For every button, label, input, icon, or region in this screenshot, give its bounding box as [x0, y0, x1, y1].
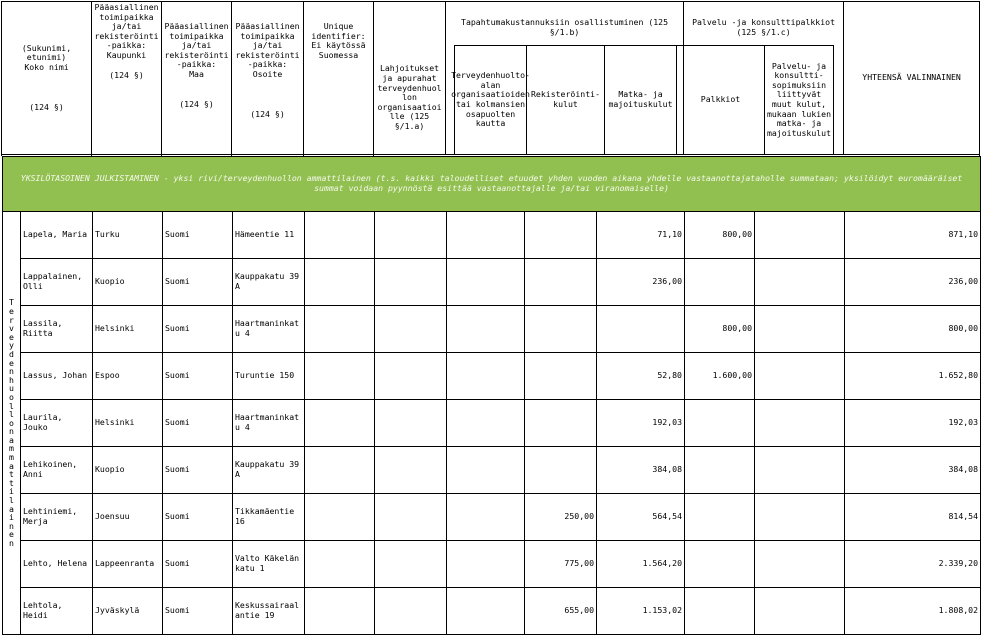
cell-unique-identifier: [305, 400, 375, 447]
cell-city: Kuopio: [93, 447, 163, 494]
table-row: [3, 588, 981, 635]
cell-other-costs: [755, 588, 845, 635]
cell-country: Suomi: [163, 259, 233, 306]
cell-fees: [685, 588, 755, 635]
cell-grants: [375, 306, 447, 353]
cell-city: Helsinki: [93, 400, 163, 447]
header-address: Pääasiallinen toimipaikka ja/tai rekisteröinti-paikka: Osoite (124 §): [232, 2, 304, 155]
cell-total: 192,03: [845, 400, 981, 447]
cell-total: 1.808,02: [845, 588, 981, 635]
cell-unique-identifier: [305, 306, 375, 353]
cell-name: Lehto, Helena: [21, 541, 93, 588]
cell-name: Lehtola, Heidi: [21, 588, 93, 635]
cell-name: Lehtiniemi, Merja: [21, 494, 93, 541]
cell-grants: [375, 212, 447, 259]
cell-name: Lassila, Riitta: [21, 306, 93, 353]
header-fees-other: Palvelu- ja konsultti-sopimuksiin liittyvät muut kulut, mukaan lukien matka- ja majoituskulut: [764, 45, 834, 154]
section-label: Terveydenhuollon ammattilainen: [3, 212, 21, 635]
cell-travel-costs: 71,10: [597, 212, 685, 259]
cell-country: Suomi: [163, 447, 233, 494]
cell-name: Lehikoinen, Anni: [21, 447, 93, 494]
cell-registration-fees: [525, 212, 597, 259]
header-total: YHTEENSÄ VALINNAINEN: [844, 2, 980, 155]
cell-registration-fees: [525, 353, 597, 400]
cell-other-costs: [755, 494, 845, 541]
cell-name: Lassus, Johan: [21, 353, 93, 400]
cell-total: 800,00: [845, 306, 981, 353]
cell-event-via-organisations: [447, 353, 525, 400]
header-name: (Sukunimi, etunimi) Koko nimi (124 §): [2, 2, 92, 155]
cell-registration-fees: 775,00: [525, 541, 597, 588]
cell-total: 1.652,80: [845, 353, 981, 400]
header-event-costs: Tapahtumakustannuksiin osallistuminen (125 §/1.b): [446, 2, 684, 155]
cell-travel-costs: 564,54: [597, 494, 685, 541]
cell-country: Suomi: [163, 588, 233, 635]
cell-other-costs: [755, 447, 845, 494]
cell-address: Haartmaninkatu 4: [233, 400, 305, 447]
cell-country: Suomi: [163, 306, 233, 353]
cell-registration-fees: [525, 306, 597, 353]
cell-grants: [375, 259, 447, 306]
header-travel-costs: Matka- ja majoituskulut: [604, 45, 676, 154]
cell-unique-identifier: [305, 494, 375, 541]
table-row: [3, 212, 981, 259]
cell-city: Turku: [93, 212, 163, 259]
cell-total: 384,08: [845, 447, 981, 494]
cell-name: Lappalainen, Olli: [21, 259, 93, 306]
disclosure-table: [1, 1, 980, 155]
table-row: [3, 541, 981, 588]
cell-grants: [375, 541, 447, 588]
green-banner: YKSILÖTASOINEN JULKISTAMINEN - yksi rivi/terveydenhuollon ammattilainen (t.s. kaikki taloudelliset etuudet yhden vuoden aikana yhdelle vastaanottajataholle summataan; yksilöidyt euromääräiset summat voidaan pyynnöstä esittää vastaanottajalle ja/tai viranomaiselle): [3, 157, 981, 212]
cell-event-via-organisations: [447, 259, 525, 306]
cell-fees: 800,00: [685, 212, 755, 259]
cell-address: Kauppakatu 39 A: [233, 259, 305, 306]
cell-travel-costs: 384,08: [597, 447, 685, 494]
cell-total: 814,54: [845, 494, 981, 541]
cell-travel-costs: 236,00: [597, 259, 685, 306]
cell-grants: [375, 400, 447, 447]
cell-other-costs: [755, 400, 845, 447]
cell-registration-fees: [525, 447, 597, 494]
cell-event-via-organisations: [447, 306, 525, 353]
cell-unique-identifier: [305, 447, 375, 494]
cell-address: Valto Käkelän katu 1: [233, 541, 305, 588]
header-fees: Palvelu -ja konsulttipalkkiot (125 §/1.c): [684, 2, 844, 155]
cell-city: Helsinki: [93, 306, 163, 353]
header-registration-fees: Rekisteröinti-kulut: [526, 45, 604, 154]
cell-city: Kuopio: [93, 259, 163, 306]
cell-country: Suomi: [163, 400, 233, 447]
cell-travel-costs: 192,03: [597, 400, 685, 447]
cell-travel-costs: [597, 306, 685, 353]
cell-fees: 800,00: [685, 306, 755, 353]
cell-unique-identifier: [305, 541, 375, 588]
cell-unique-identifier: [305, 259, 375, 306]
table-row: [3, 494, 981, 541]
cell-country: Suomi: [163, 353, 233, 400]
table-row: [3, 447, 981, 494]
cell-other-costs: [755, 259, 845, 306]
green-banner-row: [3, 157, 981, 212]
cell-event-via-organisations: [447, 588, 525, 635]
cell-other-costs: [755, 541, 845, 588]
cell-grants: [375, 494, 447, 541]
cell-fees: [685, 541, 755, 588]
cell-registration-fees: [525, 400, 597, 447]
cell-city: Espoo: [93, 353, 163, 400]
cell-other-costs: [755, 353, 845, 400]
data-table: [2, 156, 981, 635]
cell-registration-fees: 655,00: [525, 588, 597, 635]
cell-address: Kauppakatu 39 A: [233, 447, 305, 494]
header-fees-fee: Palkkiot: [676, 45, 764, 154]
cell-address: Tikkamäentie 16: [233, 494, 305, 541]
cell-event-via-organisations: [447, 494, 525, 541]
cell-registration-fees: 250,00: [525, 494, 597, 541]
cell-total: 236,00: [845, 259, 981, 306]
cell-other-costs: [755, 306, 845, 353]
cell-grants: [375, 447, 447, 494]
cell-grants: [375, 353, 447, 400]
cell-address: Hämeentie 11: [233, 212, 305, 259]
cell-address: Keskussairaalantie 19: [233, 588, 305, 635]
cell-city: Joensuu: [93, 494, 163, 541]
cell-event-via-organisations: [447, 447, 525, 494]
header-event-via-organisations: Terveydenhuolto-alan organisaatioiden tai kolmansien osapuolten kautta: [454, 45, 526, 154]
cell-travel-costs: 52,80: [597, 353, 685, 400]
cell-fees: [685, 494, 755, 541]
cell-country: Suomi: [163, 541, 233, 588]
header-city: Pääasiallinen toimipaikka ja/tai rekisteröinti-paikka: Kaupunki (124 §): [92, 2, 162, 155]
cell-address: Haartmaninkatu 4: [233, 306, 305, 353]
cell-fees: 1.600,00: [685, 353, 755, 400]
cell-grants: [375, 588, 447, 635]
cell-country: Suomi: [163, 494, 233, 541]
cell-address: Turuntie 150: [233, 353, 305, 400]
cell-total: 2.339,20: [845, 541, 981, 588]
header-unique-identifier: Unique identifier: Ei käytössä Suomessa: [304, 2, 374, 155]
cell-unique-identifier: [305, 212, 375, 259]
cell-fees: [685, 400, 755, 447]
cell-registration-fees: [525, 259, 597, 306]
cell-unique-identifier: [305, 588, 375, 635]
header-grants: Lahjoitukset ja apurahat terveydenhuollon organisaatioille (125 §/1.a): [374, 2, 446, 155]
table-row: [3, 306, 981, 353]
cell-name: Laurila, Jouko: [21, 400, 93, 447]
table-row: [3, 259, 981, 306]
cell-city: Lappeenranta: [93, 541, 163, 588]
cell-travel-costs: 1.153,02: [597, 588, 685, 635]
cell-event-via-organisations: [447, 400, 525, 447]
cell-unique-identifier: [305, 353, 375, 400]
cell-city: Jyväskylä: [93, 588, 163, 635]
table-row: [3, 400, 981, 447]
cell-fees: [685, 259, 755, 306]
cell-country: Suomi: [163, 212, 233, 259]
cell-travel-costs: 1.564,20: [597, 541, 685, 588]
table-row: [3, 353, 981, 400]
cell-name: Lapela, Maria: [21, 212, 93, 259]
cell-other-costs: [755, 212, 845, 259]
cell-event-via-organisations: [447, 212, 525, 259]
cell-fees: [685, 447, 755, 494]
cell-total: 871,10: [845, 212, 981, 259]
cell-event-via-organisations: [447, 541, 525, 588]
header-country: Pääasiallinen toimipaikka ja/tai rekisteröinti-paikka: Maa (124 §): [162, 2, 232, 155]
